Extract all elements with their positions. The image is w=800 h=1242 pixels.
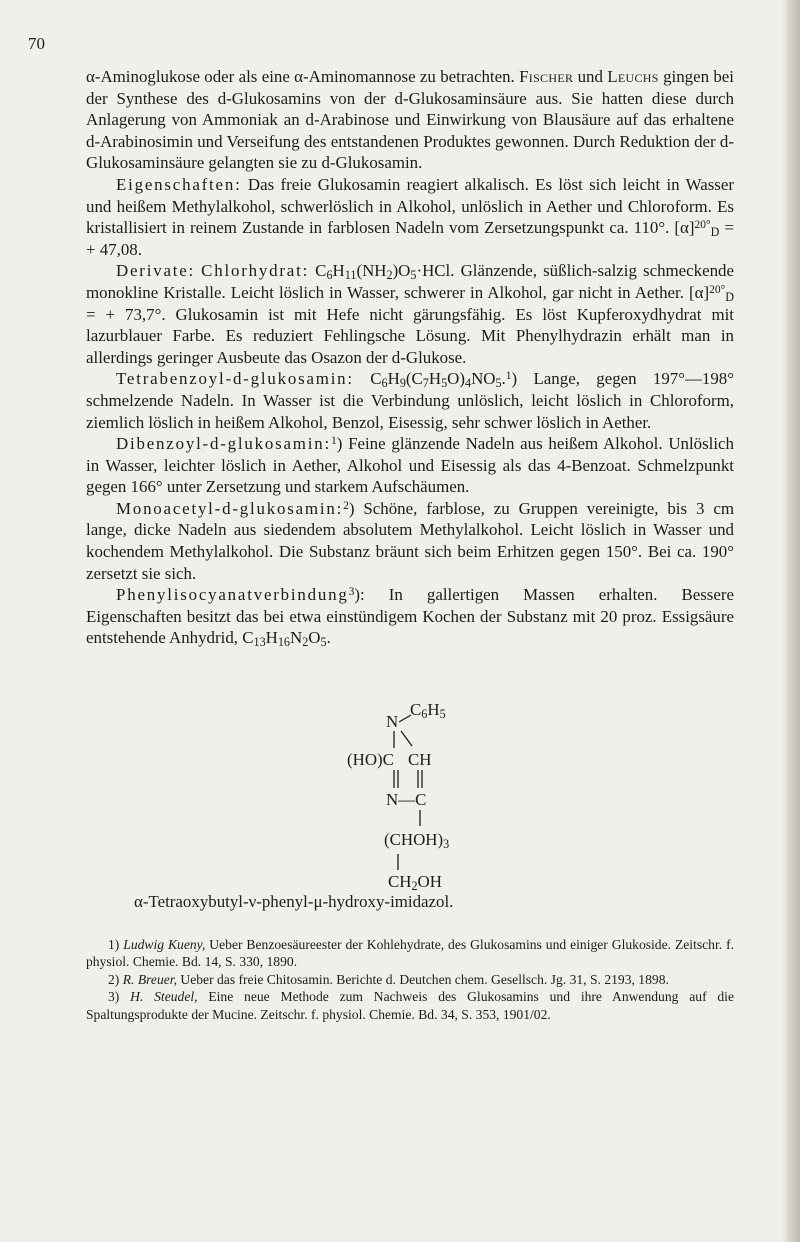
text-run: Chlorhydrat: [201,261,310,281]
text-run: Derivate: [116,261,196,281]
paragraph-derivate [86,260,734,368]
paragraph-intro [86,66,734,174]
text-run: )O [392,261,411,281]
formula-ho-c: (HO)C [347,750,394,769]
text-run: 9 [399,376,406,391]
text-run: 1 [505,370,512,383]
text-run: 5 [410,268,417,283]
text-run: Fischer [519,67,574,86]
text-run: H [265,628,278,648]
text-run: Eigenschaften: [116,174,242,194]
text-run: Das freie Glukosamin reagiert alkalisch. Es löst sich leicht in Wasser und heißem Methylalkohol, schwerlöslich in Alkohol, unlöslich in Aether und Chloroform. Es kristallisiert in reinem Zustande in farblosen Nadeln vom Zersetzungspunkt ca. 110°. [86,174,734,238]
text-run: 5 [441,376,448,391]
text-run: H [332,261,345,281]
formula-n-top: N [386,712,399,731]
text-run: 13 [253,635,266,650]
footnote: 3) H. Steudel, Eine neue Methode zum Nachweis des Glukosamins und ihre Anwendung auf die Spaltungsprodukte der Mucine. Zeitschr. f. physiol. Chemie. Bd. 34, S. 353, 1901/02. [86,989,734,1022]
structural-formula [88,700,728,934]
text-run: Tetrabenzoyl-d-glukosamin: [116,369,354,389]
text-run: Leuchs [607,67,659,86]
text-run: 11 [344,268,357,283]
text-run: [α] [674,218,695,238]
text-run: C [353,369,382,389]
text-run: O [308,628,321,648]
text-run: . [501,369,506,389]
footnotes [86,936,734,1023]
paragraph-phenylisocyanat [86,584,734,649]
text-run: und [573,67,608,86]
formula-caption: α-Tetraoxybutyl-ν-phenyl-μ-hydroxy-imidazol. [134,892,454,911]
formula-phenyl: $C_6H_5$ [410,700,446,722]
text-run: N [290,628,303,648]
text-run: . [326,628,331,648]
text-run: 4 [464,376,472,391]
paragraph-monoacetyl [86,498,734,584]
text-run: gingen bei der Synthese des d-Glukosamins von der d-Glukosaminsäure aus. Sie hatten diese durch Anlagerung von Ammoniak an d-Arabinose und Einwirkung von Blausäure auf das erhaltene d-Arabinosimin und Verseifung des entstandenen Produktes gewonnen. Durch Reduktion der d-Glukosaminsäure gelangten sie zu d-Glukosamin. [86,67,734,173]
paragraph-eigenschaften [86,174,734,260]
text-run: 5 [320,635,327,650]
text-run: = + 73,7°. Glukosamin ist mit Hefe nicht gärungsfähig. Es löst Kupferoxydhydrat mit lazurblauer Farbe. Es reduziert Fehlingsche Lösung. Mit Phenylhydrazin erhält man in allerdings geringer Ausbeute das Osazon der d-Glukose. [86,304,734,367]
page-number: 70 [28,34,45,53]
text-run: 6 [381,376,388,391]
formula-chain: $(CHOH)_3$ [384,830,450,852]
text-run: = + 47,08. [86,218,734,259]
text-run: ): In gallertigen Massen erhalten. Bessere Eigenschaften besitzt das bei etwa einstündigem Kochen der Substanz mit 20 proz. Essigsäure entstehende Anhydrid, C [86,585,734,648]
text-run: Monoacetyl-d-glukosamin: [116,498,344,518]
text-run: C [309,261,327,281]
text-run: 7 [422,376,429,391]
text-run: (NH [356,261,387,281]
text-run: D [710,225,720,240]
text-run: ·HCl. Glänzende, süßlich-salzig schmeckende monokline Kristalle. Leicht löslich in Wasser, schwerer in Alkohol, gar nicht in Aether. [α] [86,261,734,302]
text-run: 6 [326,268,333,283]
text-run: 16 [277,635,290,650]
text-run: (C [405,369,423,389]
formula-ch2oh: $CH_2OH$ [388,872,442,894]
formula-ch: CH [408,750,432,769]
text-run: H [428,369,442,389]
text-run: D [725,289,734,304]
text-run: H [387,369,400,389]
paragraph-dibenzoyl [86,433,734,498]
text-run: 20° [694,219,711,231]
text-run: 3 [348,586,355,599]
text-run: 5 [495,376,502,391]
footnote: 1) Ludwig Kueny, Ueber Benzoesäureester der Kohlehydrate, des Glukosamins und einiger Glukoside. Zeitschr. f. physiol. Chemie. Bd. 14, S. 330, 1890. [86,937,735,970]
page-edge-shadow [782,0,800,1242]
text-run: O) [447,369,465,389]
text-run: Dibenzoyl-d-glukosamin: [116,434,331,454]
footnote: 2) R. Breuer, Ueber das freie Chitosamin. Berichte d. Deutchen chem. Gesellsch. Jg. 31, S. 2193, 1898. [108,971,669,987]
body-text [86,66,734,649]
text-run: Phenylisocyanatverbindung [116,585,349,605]
text-run: α-Aminoglukose oder als eine α-Aminomannose zu betrachten. [86,67,520,86]
text-run: 20° [709,283,726,296]
paragraph-tetrabenzoyl [86,368,734,433]
text-run: ) Lange, gegen 197°—198° schmelzende Nadeln. In Wasser ist die Verbindung unlöslich, leicht löslich in Chloroform, ziemlich löslich in heißem Alkohol, Benzol, Eisessig, sehr schwer löslich in Aether. [86,369,734,432]
text-run: NO [471,369,496,389]
text-run: 2 [386,268,393,283]
text-run: ) Feine glänzende Nadeln aus heißem Alkohol. Unlöslich in Wasser, leichter löslich in Aether, Alkohol und Eisessig als das 4-Benzoat. Schmelzpunkt gegen 166° unter Zersetzung und starkem Aufschäumen. [86,434,734,497]
text-run: ) Schöne, farblose, zu Gruppen vereinigte, bis 3 cm lange, dicke Nadeln aus siedendem absolutem Methylalkohol. Leicht löslich in Wasser und kochendem Methylalkohol. Die Substanz bräunt sich beim Erhitzen gegen 150°. Bei ca. 190° zersetzt sie sich. [86,498,734,583]
text-run: 1 [330,434,337,447]
formula-n-c: N—C [386,790,427,809]
text-run: 2 [343,499,349,512]
text-run: 2 [302,635,309,650]
